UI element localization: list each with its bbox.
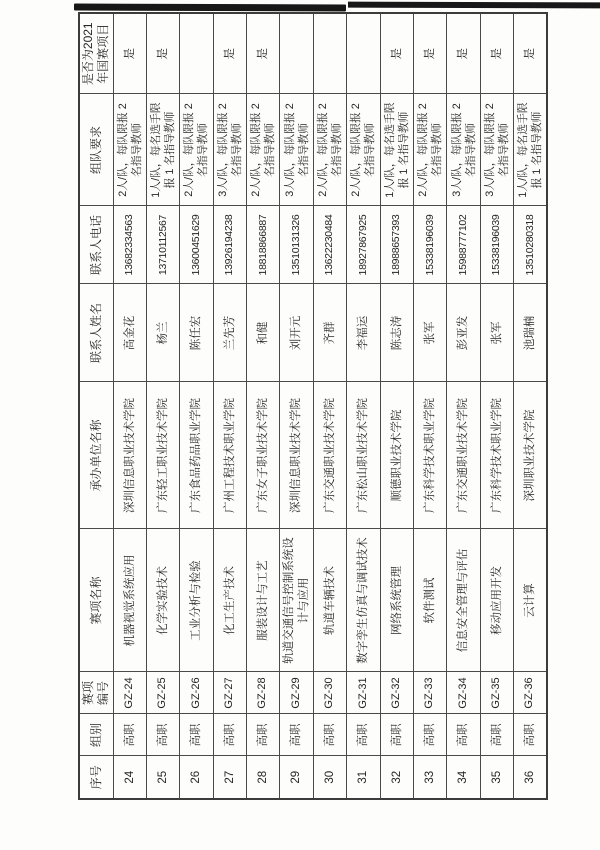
cell-national-flag: 是: [514, 13, 547, 94]
cell-team-requirement: 2人/队，每队限报 2 名指导教师: [247, 94, 280, 206]
cell-event-name: 移动应用开发: [480, 529, 513, 672]
cell-event-code: GZ-32: [380, 672, 413, 714]
cell-event-name: 轨道车辆技术: [313, 529, 346, 672]
table-row: [347, 13, 380, 799]
cell-organizer-name: 广东交通职业技术学院: [447, 382, 480, 529]
cell-group: 高职: [247, 714, 280, 756]
cell-team-requirement: 2人/队，每队限报 2 名指导教师: [414, 94, 447, 206]
cell-organizer-name: 广州工程技术职业学院: [213, 382, 246, 529]
cell-contact-phone: 13926194238: [213, 206, 246, 284]
cell-event-code: GZ-36: [514, 672, 547, 714]
cell-serial-number: 33: [414, 756, 447, 799]
cell-organizer-name: 深圳职业技术学院: [514, 382, 547, 529]
cell-national-flag: [347, 13, 380, 94]
cell-event-name: 信息安全管理与评估: [447, 529, 480, 672]
cell-organizer-name: 深圳信息职业技术学院: [113, 382, 146, 529]
col-header-phone: 联系人电话: [79, 206, 113, 284]
table-row: [447, 13, 480, 799]
cell-serial-number: 27: [213, 756, 246, 799]
cell-contact-name: 彭亚发: [447, 284, 480, 382]
cell-contact-phone: 13510280318: [514, 206, 547, 284]
cell-team-requirement: 1人/队，每名选手限报 1 名指导教师: [514, 94, 547, 206]
cell-contact-phone: 13622230484: [313, 206, 346, 284]
cell-event-name: 工业分析与检验: [180, 529, 213, 672]
cell-event-code: GZ-34: [447, 672, 480, 714]
col-header-organizer: 承办单位名称: [79, 382, 113, 529]
rotated-table-container: [78, 14, 546, 800]
table-row: [146, 13, 179, 799]
cell-serial-number: 28: [247, 756, 280, 799]
col-header-no: 序号: [79, 756, 113, 799]
cell-team-requirement: 1人/队，每名选手限报 1 名指导教师: [380, 94, 413, 206]
cell-event-name: 轨道交通信号控制系统设计与应用: [280, 529, 313, 672]
cell-contact-phone: 18818866887: [247, 206, 280, 284]
cell-group: 高职: [380, 714, 413, 756]
cell-organizer-name: 广东食品药品职业学院: [180, 382, 213, 529]
cell-organizer-name: 顺德职业技术学院: [380, 382, 413, 529]
cell-event-name: 机器视觉系统应用: [113, 529, 146, 672]
cell-organizer-name: 广东轻工职业技术学院: [146, 382, 179, 529]
cell-group: 高职: [447, 714, 480, 756]
col-header-requirement: 组队要求: [79, 94, 113, 206]
table-row: [514, 13, 547, 799]
cell-organizer-name: 广东科学技术职业学院: [480, 382, 513, 529]
cell-national-flag: 是: [380, 13, 413, 94]
cell-contact-name: 高金花: [113, 284, 146, 382]
cell-contact-name: 齐群: [313, 284, 346, 382]
cell-event-code: GZ-26: [180, 672, 213, 714]
table-row: [313, 13, 346, 799]
cell-serial-number: 35: [480, 756, 513, 799]
cell-contact-phone: 13682334563: [113, 206, 146, 284]
cell-team-requirement: 3人/队，每队限报 2 名指导教师: [480, 94, 513, 206]
cell-team-requirement: 3人/队，每队限报 2 名指导教师: [280, 94, 313, 206]
cell-group: 高职: [347, 714, 380, 756]
cell-serial-number: 31: [347, 756, 380, 799]
cell-national-flag: 是: [447, 13, 480, 94]
competition-schedule-table: [78, 12, 548, 800]
cell-event-name: 软件测试: [414, 529, 447, 672]
table-row: [414, 13, 447, 799]
cell-team-requirement: 3人/队，每队限报 2 名指导教师: [213, 94, 246, 206]
cell-event-name: 化学实验技术: [146, 529, 179, 672]
cell-event-code: GZ-31: [347, 672, 380, 714]
cell-national-flag: [280, 13, 313, 94]
cell-group: 高职: [280, 714, 313, 756]
cell-team-requirement: 2人/队，每队限报 2 名指导教师: [113, 94, 146, 206]
cell-serial-number: 29: [280, 756, 313, 799]
table-row: [180, 13, 213, 799]
table-row: [280, 13, 313, 799]
cell-national-flag: 是: [213, 13, 246, 94]
table-row: [380, 13, 413, 799]
scan-artifact-line: [348, 2, 600, 9]
cell-group: 高职: [213, 714, 246, 756]
col-header-code: 赛项编号: [79, 672, 113, 714]
cell-serial-number: 26: [180, 756, 213, 799]
cell-contact-phone: 15338196039: [414, 206, 447, 284]
cell-serial-number: 30: [313, 756, 346, 799]
table-row: [247, 13, 280, 799]
cell-event-code: GZ-35: [480, 672, 513, 714]
cell-event-code: GZ-30: [313, 672, 346, 714]
cell-event-code: GZ-27: [213, 672, 246, 714]
scan-artifact-line: [74, 4, 346, 12]
cell-serial-number: 36: [514, 756, 547, 799]
cell-contact-phone: 18988657393: [380, 206, 413, 284]
cell-serial-number: 24: [113, 756, 146, 799]
cell-organizer-name: 深圳信息职业技术学院: [280, 382, 313, 529]
cell-serial-number: 34: [447, 756, 480, 799]
cell-national-flag: 是: [480, 13, 513, 94]
cell-organizer-name: 广东松山职业技术学院: [347, 382, 380, 529]
cell-event-code: GZ-28: [247, 672, 280, 714]
cell-event-name: 云计算: [514, 529, 547, 672]
cell-organizer-name: 广东交通职业技术学院: [313, 382, 346, 529]
cell-contact-phone: 13510131326: [280, 206, 313, 284]
cell-team-requirement: 2人/队，每队限报 2 名指导教师: [313, 94, 346, 206]
cell-organizer-name: 广东女子职业技术学院: [247, 382, 280, 529]
col-header-group: 组别: [79, 714, 113, 756]
cell-event-code: GZ-25: [146, 672, 179, 714]
table-row: [113, 13, 146, 799]
cell-event-code: GZ-24: [113, 672, 146, 714]
cell-contact-phone: 13600451629: [180, 206, 213, 284]
cell-event-code: GZ-33: [414, 672, 447, 714]
cell-group: 高职: [414, 714, 447, 756]
cell-group: 高职: [113, 714, 146, 756]
cell-contact-name: 和健: [247, 284, 280, 382]
cell-contact-name: 陈志涛: [380, 284, 413, 382]
cell-contact-phone: 13710112567: [146, 206, 179, 284]
cell-contact-name: 李福运: [347, 284, 380, 382]
cell-serial-number: 32: [380, 756, 413, 799]
cell-team-requirement: 3人/队，每队限报 2 名指导教师: [447, 94, 480, 206]
cell-contact-phone: 18927867925: [347, 206, 380, 284]
table-row: [213, 13, 246, 799]
col-header-national: 是否为2021年国赛项目: [79, 13, 113, 94]
col-header-contact: 联系人姓名: [79, 284, 113, 382]
cell-contact-phone: 15338196039: [480, 206, 513, 284]
cell-national-flag: 是: [113, 13, 146, 94]
cell-organizer-name: 广东科学技术职业学院: [414, 382, 447, 529]
cell-group: 高职: [480, 714, 513, 756]
cell-contact-name: 陈任宏: [180, 284, 213, 382]
cell-national-flag: [313, 13, 346, 94]
cell-event-name: 数字孪生仿真与调试技术: [347, 529, 380, 672]
header-row: [79, 13, 113, 799]
cell-group: 高职: [313, 714, 346, 756]
cell-contact-name: 张军: [414, 284, 447, 382]
cell-event-name: 化工生产技术: [213, 529, 246, 672]
cell-national-flag: 是: [414, 13, 447, 94]
cell-contact-name: 张军: [480, 284, 513, 382]
cell-group: 高职: [146, 714, 179, 756]
cell-group: 高职: [514, 714, 547, 756]
cell-event-code: GZ-29: [280, 672, 313, 714]
cell-contact-phone: 15988777102: [447, 206, 480, 284]
cell-contact-name: 刘开元: [280, 284, 313, 382]
cell-contact-name: 池瑞楠: [514, 284, 547, 382]
cell-serial-number: 25: [146, 756, 179, 799]
cell-event-name: 服装设计与工艺: [247, 529, 280, 672]
cell-team-requirement: 2人/队，每队限报 2 名指导教师: [347, 94, 380, 206]
cell-national-flag: 是: [247, 13, 280, 94]
cell-contact-name: 杨兰: [146, 284, 179, 382]
col-header-event: 赛项名称: [79, 529, 113, 672]
cell-group: 高职: [180, 714, 213, 756]
cell-event-name: 网络系统管理: [380, 529, 413, 672]
cell-team-requirement: 1人/队，每名选手限报 1 名指导教师: [146, 94, 179, 206]
cell-national-flag: [180, 13, 213, 94]
cell-team-requirement: 2人/队，每队限报 2 名指导教师: [180, 94, 213, 206]
cell-contact-name: 兰先芳: [213, 284, 246, 382]
table-row: [480, 13, 513, 799]
cell-national-flag: 是: [146, 13, 179, 94]
